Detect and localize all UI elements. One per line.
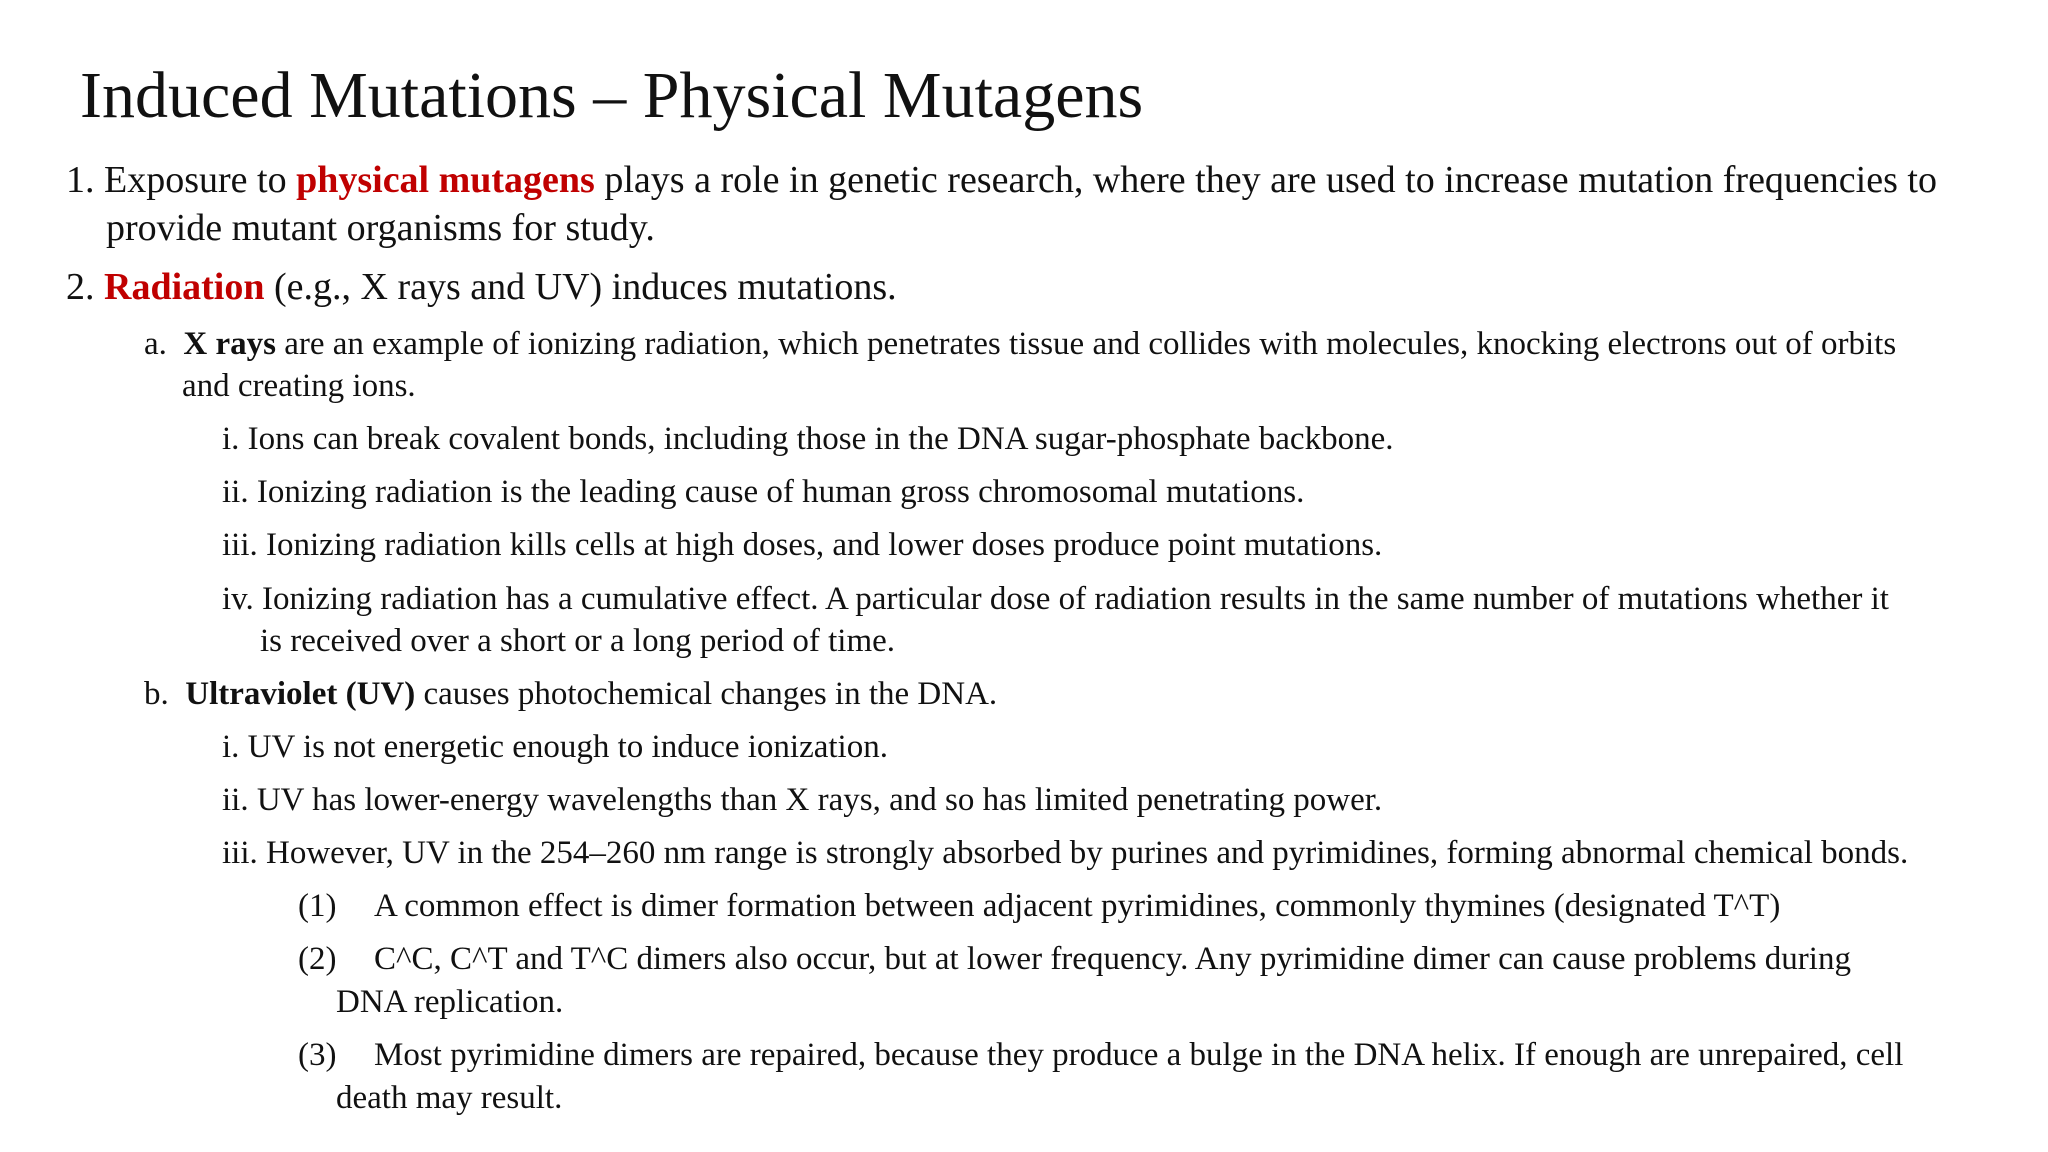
numbered-point-2: [298, 938, 1851, 980]
numbered-point-2-continuation: DNA replication.: [336, 984, 564, 1020]
sub-item-a-continuation: and creating ions.: [182, 368, 416, 404]
point-text: A common effect is dimer formation between adjacent pyrimidines, commonly thymines (designated T^T): [374, 888, 1781, 924]
bold-x-rays: X rays: [183, 326, 276, 362]
numbered-point-1: [298, 885, 1780, 927]
bold-ultraviolet: Ultraviolet (UV): [185, 676, 416, 712]
highlight-radiation: Radiation: [104, 266, 265, 308]
sub-a-point-iv-continuation: is received over a short or a long period of time.: [260, 623, 896, 659]
list-item-2: [66, 263, 897, 311]
item-text-rest: plays a role in genetic research, where they are used to increase mutation frequencies to: [604, 159, 1937, 201]
numbered-point-3: [298, 1034, 1903, 1076]
item-text-rest: are an example of ionizing radiation, which penetrates tissue and collides with molecules, knocking electrons out of orbits: [284, 326, 1897, 362]
point-text: Most pyrimidine dimers are repaired, because they produce a bulge in the DNA helix. If enough are unrepaired, cell: [374, 1037, 1904, 1073]
sub-b-point-ii: ii. UV has lower-energy wavelengths than X rays, and so has limited penetrating power.: [222, 782, 1383, 818]
list-number: 1.: [66, 159, 95, 201]
point-number: (1): [298, 888, 337, 924]
sub-a-point-iii: iii. Ionizing radiation kills cells at high doses, and lower doses produce point mutations.: [222, 527, 1383, 563]
slide-title: Induced Mutations – Physical Mutagens: [80, 59, 1144, 132]
point-text: C^C, C^T and T^C dimers also occur, but at lower frequency. Any pyrimidine dimer can cause problems during: [374, 941, 1851, 977]
list-number: 2.: [66, 266, 95, 308]
sub-letter: a.: [144, 326, 167, 362]
list-item-1-continuation: provide mutant organisms for study.: [106, 207, 655, 249]
item-text-pre: Exposure to: [104, 159, 287, 201]
item-text-rest: causes photochemical changes in the DNA.: [423, 676, 998, 712]
item-text-rest: (e.g., X rays and UV) induces mutations.: [273, 266, 897, 308]
sub-item-a: [144, 323, 1896, 365]
list-item-1: [66, 156, 1937, 204]
sub-b-point-iii: iii. However, UV in the 254–260 nm range is strongly absorbed by purines and pyrimidines, forming abnormal chemical bonds.: [222, 835, 1909, 871]
sub-a-point-ii: ii. Ionizing radiation is the leading cause of human gross chromosomal mutations.: [222, 474, 1305, 510]
sub-letter: b.: [144, 676, 169, 712]
numbered-point-3-continuation: death may result.: [336, 1080, 563, 1116]
sub-a-point-iv: iv. Ionizing radiation has a cumulative effect. A particular dose of radiation results in the same number of mutations whether it: [222, 581, 1889, 617]
point-number: (3): [298, 1037, 337, 1073]
highlight-physical-mutagens: physical mutagens: [296, 159, 595, 201]
sub-item-b: [144, 673, 997, 715]
point-number: (2): [298, 941, 337, 977]
sub-a-point-i: i. Ions can break covalent bonds, including those in the DNA sugar-phosphate backbone.: [222, 421, 1394, 457]
sub-b-point-i: i. UV is not energetic enough to induce ionization.: [222, 729, 888, 765]
